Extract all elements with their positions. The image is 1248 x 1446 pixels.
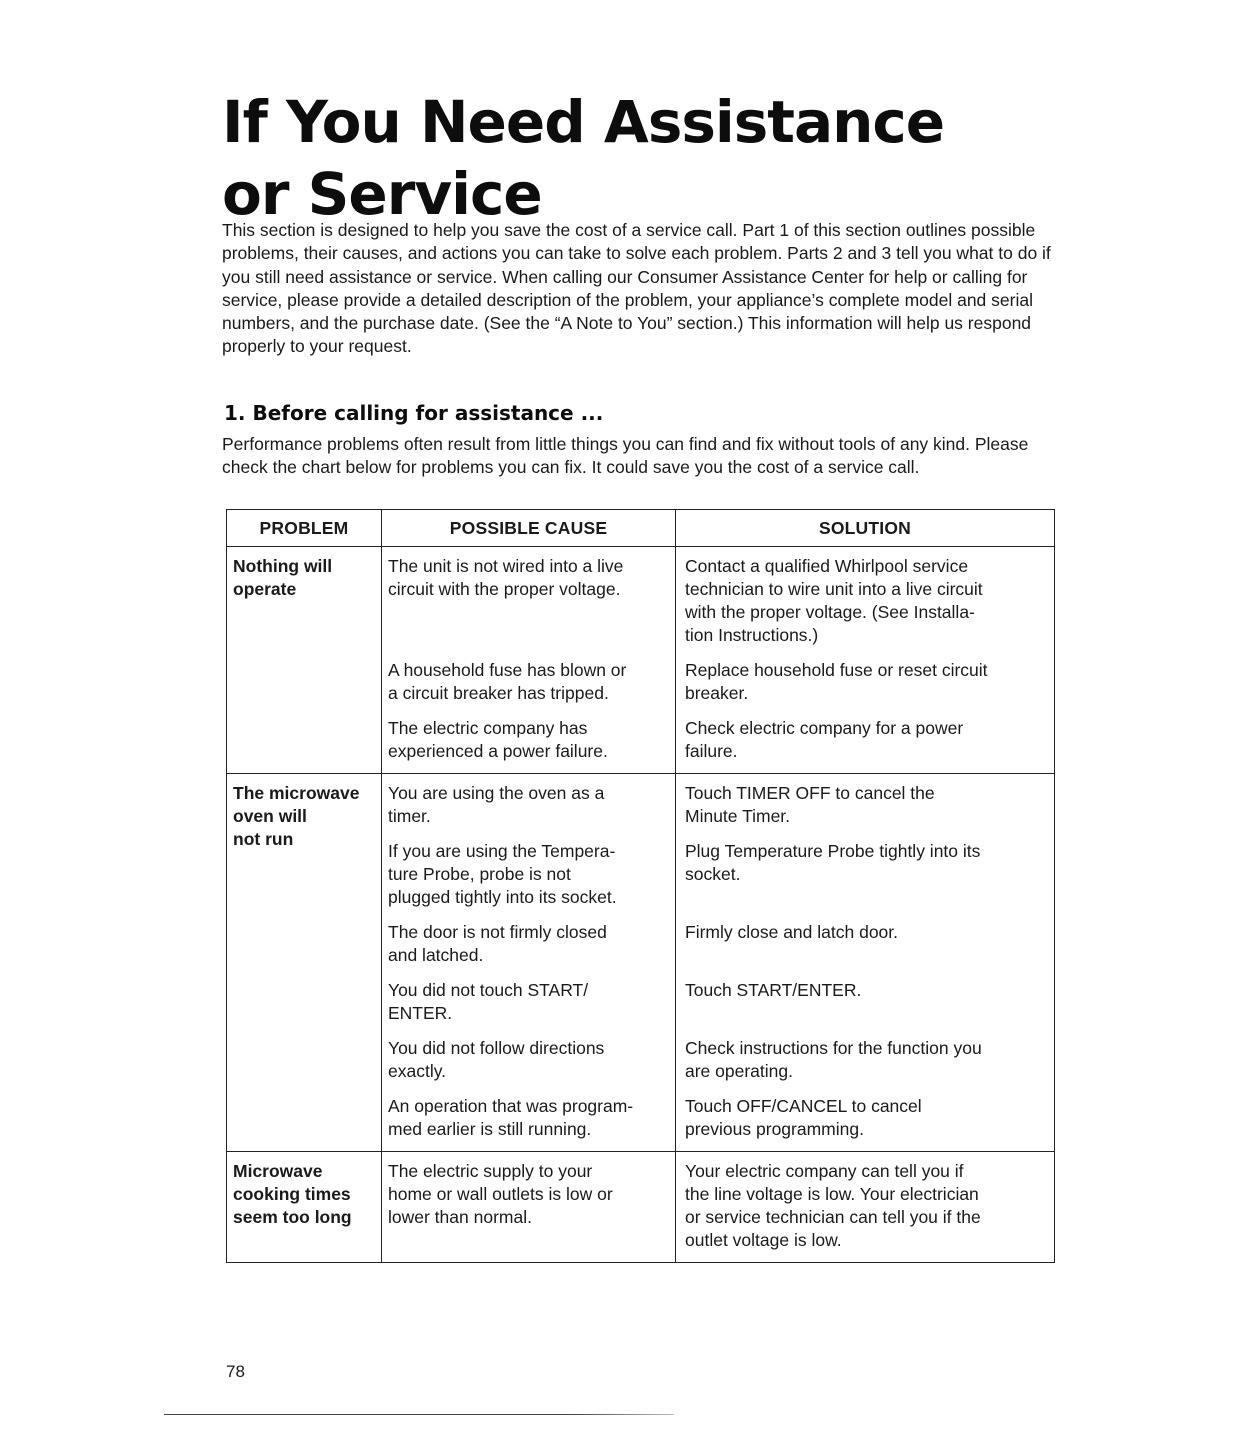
solution-entry: Your electric company can tell you if the line voltage is low. Your electrician or service technician can tell you if the outlet voltage is low. bbox=[685, 1161, 981, 1250]
problem-cell: Nothing will operate bbox=[227, 547, 382, 774]
section-heading: 1. Before calling for assistance ... bbox=[224, 401, 604, 425]
cause-entry: You did not touch START/ ENTER. bbox=[388, 980, 589, 1023]
solution-entry: Contact a qualified Whirlpool service technician to wire unit into a live circuit with the proper voltage. (See Installa- tion Instructions.) bbox=[685, 556, 983, 645]
header-problem: PROBLEM bbox=[227, 510, 382, 547]
solution-entry: Replace household fuse or reset circuit breaker. bbox=[685, 660, 988, 703]
cause-entry: If you are using the Tempera- ture Probe, probe is not plugged tightly into its socket. bbox=[388, 841, 617, 907]
cause-entry: A household fuse has blown or a circuit breaker has tripped. bbox=[388, 660, 627, 703]
problem-cell: The microwave oven will not run bbox=[227, 774, 382, 1152]
problem-cell: Microwave cooking times seem too long bbox=[227, 1152, 382, 1263]
cause-entry: You did not follow directions exactly. bbox=[388, 1038, 605, 1081]
possible-cause-cell bbox=[382, 547, 676, 774]
cause-entry: The door is not firmly closed and latched. bbox=[388, 922, 607, 965]
bottom-rule bbox=[164, 1414, 674, 1415]
solution-entry: Plug Temperature Probe tightly into its socket. bbox=[685, 841, 981, 884]
solution-entry: Touch OFF/CANCEL to cancel previous programming. bbox=[685, 1096, 922, 1139]
solution-entry: Firmly close and latch door. bbox=[685, 922, 899, 942]
solution-entry: Touch TIMER OFF to cancel the Minute Timer. bbox=[685, 783, 935, 826]
solution-cell bbox=[676, 774, 1055, 1152]
cause-entry: The electric supply to your home or wall outlets is low or lower than normal. bbox=[388, 1161, 613, 1227]
page-title-line-2: or Service bbox=[222, 160, 542, 228]
page-number: 78 bbox=[226, 1362, 245, 1381]
header-possible-cause: POSSIBLE CAUSE bbox=[382, 510, 676, 547]
cause-entry: An operation that was program- med earlier is still running. bbox=[388, 1096, 634, 1139]
possible-cause-cell bbox=[382, 1152, 676, 1263]
solution-entry: Check instructions for the function you are operating. bbox=[685, 1038, 982, 1081]
troubleshooting-table bbox=[226, 509, 1055, 1263]
cause-entry: You are using the oven as a timer. bbox=[388, 783, 605, 826]
table-row bbox=[227, 774, 1055, 1152]
header-solution: SOLUTION bbox=[676, 510, 1055, 547]
table-header-row bbox=[227, 510, 1055, 547]
solution-entry: Touch START/ENTER. bbox=[685, 980, 862, 1000]
intro-paragraph: This section is designed to help you save the cost of a service call. Part 1 of this section outlines possible problems, their causes, and actions you can take to solve each problem. Parts 2 and 3 tell you what to do if you still need assistance or service. When calling our Consumer Assistance Center for help or calling for service, please provide a detailed description of the problem, your appliance’s complete model and serial numbers, and the purchase date. (See the “A Note to You” section.) This information will help us respond properly to your request. bbox=[222, 220, 1051, 357]
cause-entry: The electric company has experienced a power failure. bbox=[388, 718, 608, 761]
page-title bbox=[222, 86, 944, 230]
solution-cell bbox=[676, 547, 1055, 774]
solution-entry: Check electric company for a power failure. bbox=[685, 718, 964, 761]
possible-cause-cell bbox=[382, 774, 676, 1152]
solution-cell bbox=[676, 1152, 1055, 1263]
table-row bbox=[227, 547, 1055, 774]
page-title-line-1: If You Need Assistance bbox=[222, 88, 945, 156]
cause-entry: The unit is not wired into a live circuit with the proper voltage. bbox=[388, 556, 624, 599]
table-row bbox=[227, 1152, 1055, 1263]
section-intro-paragraph: Performance problems often result from little things you can find and fix without tools of any kind. Please check the chart below for problems you can fix. It could save you the cost of a service call. bbox=[222, 434, 1029, 478]
